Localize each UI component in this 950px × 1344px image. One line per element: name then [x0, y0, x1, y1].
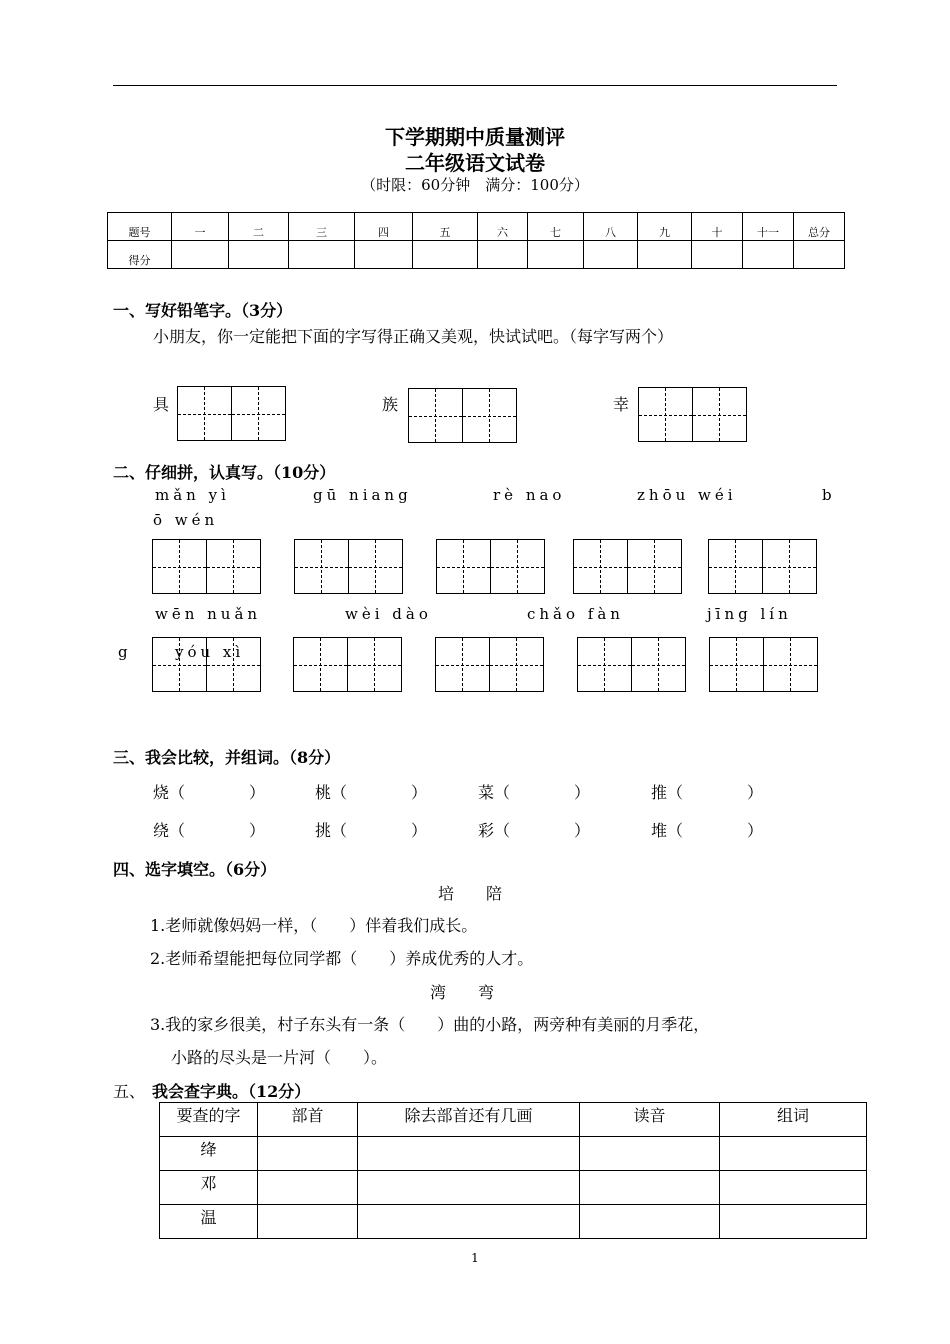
- tianzige-box[interactable]: [408, 388, 517, 443]
- section5-number: 五、: [113, 1082, 146, 1101]
- dictionary-header-row: [160, 1103, 867, 1137]
- table-row: [160, 1137, 867, 1171]
- tianzige-box[interactable]: [435, 637, 544, 692]
- tianzige-box[interactable]: [294, 539, 403, 594]
- compare-word-item[interactable]: 挑（ ）: [315, 821, 428, 840]
- answer-cell[interactable]: [358, 1171, 580, 1205]
- fill-blank-question[interactable]: 3.我的家乡很美，村子东头有一条（ ）曲的小路，两旁种有美丽的月季花，: [150, 1015, 710, 1034]
- lookup-char: 温: [160, 1205, 258, 1239]
- answer-cell[interactable]: [580, 1171, 720, 1205]
- section3-heading: 三、我会比较，并组词。（8分）: [113, 748, 341, 767]
- score-header-cell: 四: [355, 213, 413, 241]
- pinyin-label: g: [118, 643, 132, 661]
- score-input-cell[interactable]: [794, 241, 845, 269]
- score-header-cell: 一: [172, 213, 229, 241]
- section1-instruction: 小朋友，你一定能把下面的字写得正确又美观，快试试吧。（每字写两个）: [153, 327, 674, 346]
- score-input-cell[interactable]: [692, 241, 743, 269]
- compare-word-item[interactable]: 堆（ ）: [651, 821, 764, 840]
- answer-cell[interactable]: [720, 1205, 867, 1239]
- pinyin-label: wèi dào: [345, 605, 432, 623]
- fill-blank-question[interactable]: 1.老师就像妈妈一样，（ ）伴着我们成长。: [150, 916, 478, 935]
- compare-word-item[interactable]: 桃（ ）: [315, 783, 428, 802]
- dictionary-table: [159, 1102, 867, 1239]
- section4-heading: 四、选字填空。（6分）: [113, 860, 277, 879]
- answer-cell[interactable]: [358, 1137, 580, 1171]
- score-input-cell[interactable]: [743, 241, 794, 269]
- pinyin-label: wēn nuǎn: [155, 605, 262, 623]
- score-header-cell: 七: [528, 213, 584, 241]
- pinyin-label: gū niang: [313, 486, 412, 504]
- fill-blank-question[interactable]: 小路的尽头是一片河（ ）。: [171, 1048, 388, 1067]
- pinyin-label: rè nao: [493, 486, 566, 504]
- tianzige-box[interactable]: [638, 387, 747, 442]
- score-input-cell[interactable]: [638, 241, 692, 269]
- score-input-cell[interactable]: [229, 241, 289, 269]
- answer-cell[interactable]: [258, 1205, 358, 1239]
- score-header-cell: 三: [289, 213, 355, 241]
- column-header: 组词: [720, 1103, 867, 1137]
- score-header-cell: 题号: [108, 213, 172, 241]
- score-input-cell[interactable]: [355, 241, 413, 269]
- answer-cell[interactable]: [720, 1171, 867, 1205]
- tianzige-box[interactable]: [577, 637, 686, 692]
- fill-blank-question[interactable]: 2.老师希望能把每位同学都（ ）养成优秀的人才。: [150, 949, 534, 968]
- score-header-cell: 十一: [743, 213, 794, 241]
- answer-cell[interactable]: [258, 1171, 358, 1205]
- word-choice-pair: 培 陪: [438, 884, 503, 903]
- practice-char: 具: [153, 395, 170, 414]
- pinyin-label: mǎn yì: [155, 486, 230, 504]
- answer-cell[interactable]: [720, 1137, 867, 1171]
- tianzige-box[interactable]: [152, 539, 261, 594]
- lookup-char: 邓: [160, 1171, 258, 1205]
- score-input-cell[interactable]: [413, 241, 478, 269]
- practice-char: 幸: [613, 395, 630, 414]
- score-header-cell: 九: [638, 213, 692, 241]
- page-number: 1: [471, 1251, 479, 1265]
- tianzige-box[interactable]: [436, 539, 545, 594]
- pinyin-label: yóu xì: [175, 643, 245, 661]
- tianzige-box[interactable]: [293, 637, 402, 692]
- score-input-cell[interactable]: [528, 241, 584, 269]
- score-header-cell: 八: [584, 213, 638, 241]
- tianzige-box[interactable]: [573, 539, 682, 594]
- exam-subject-title: 二年级语文试卷: [405, 151, 545, 175]
- answer-cell[interactable]: [358, 1205, 580, 1239]
- compare-word-item[interactable]: 菜（ ）: [478, 783, 591, 802]
- score-table-header-row: [108, 213, 845, 241]
- score-row-label: 得分: [108, 241, 172, 269]
- pinyin-label: b: [822, 486, 836, 504]
- score-input-cell[interactable]: [584, 241, 638, 269]
- score-input-cell[interactable]: [478, 241, 528, 269]
- score-table: [107, 212, 845, 269]
- pinyin-label: chǎo fàn: [527, 605, 624, 623]
- column-header: 读音: [580, 1103, 720, 1137]
- column-header: 要查的字: [160, 1103, 258, 1137]
- score-header-cell: 十: [692, 213, 743, 241]
- section2-heading: 二、仔细拼，认真写。（10分）: [113, 463, 336, 482]
- score-header-cell: 五: [413, 213, 478, 241]
- score-input-cell[interactable]: [289, 241, 355, 269]
- pinyin-label: ō wén: [153, 511, 219, 529]
- compare-word-item[interactable]: 彩（ ）: [478, 821, 591, 840]
- exam-time-limit: （时限：60分钟 满分：100分）: [361, 176, 589, 194]
- section1-heading: 一、写好铅笔字。（3分）: [113, 301, 293, 320]
- score-header-cell: 二: [229, 213, 289, 241]
- score-input-cell[interactable]: [172, 241, 229, 269]
- table-row: [160, 1171, 867, 1205]
- pinyin-label: zhōu wéi: [637, 486, 737, 504]
- column-header: 部首: [258, 1103, 358, 1137]
- practice-char: 族: [382, 395, 399, 414]
- score-header-cell: 六: [478, 213, 528, 241]
- answer-cell[interactable]: [580, 1205, 720, 1239]
- answer-cell[interactable]: [580, 1137, 720, 1171]
- answer-cell[interactable]: [258, 1137, 358, 1171]
- tianzige-box[interactable]: [709, 637, 818, 692]
- tianzige-box[interactable]: [708, 539, 817, 594]
- compare-word-item[interactable]: 烧（ ）: [153, 783, 266, 802]
- compare-word-item[interactable]: 推（ ）: [651, 783, 764, 802]
- top-rule: [113, 85, 837, 86]
- pinyin-label: jīng lín: [707, 605, 792, 623]
- score-header-cell: 总分: [794, 213, 845, 241]
- column-header: 除去部首还有几画: [358, 1103, 580, 1137]
- score-table-score-row: [108, 241, 845, 269]
- lookup-char: 绛: [160, 1137, 258, 1171]
- word-choice-pair: 湾 弯: [430, 983, 495, 1002]
- table-row: [160, 1205, 867, 1239]
- tianzige-box[interactable]: [177, 386, 286, 441]
- compare-word-item[interactable]: 绕（ ）: [153, 821, 266, 840]
- exam-title: 下学期期中质量测评: [385, 125, 565, 149]
- section5-heading: 我会查字典。（12分）: [152, 1082, 311, 1101]
